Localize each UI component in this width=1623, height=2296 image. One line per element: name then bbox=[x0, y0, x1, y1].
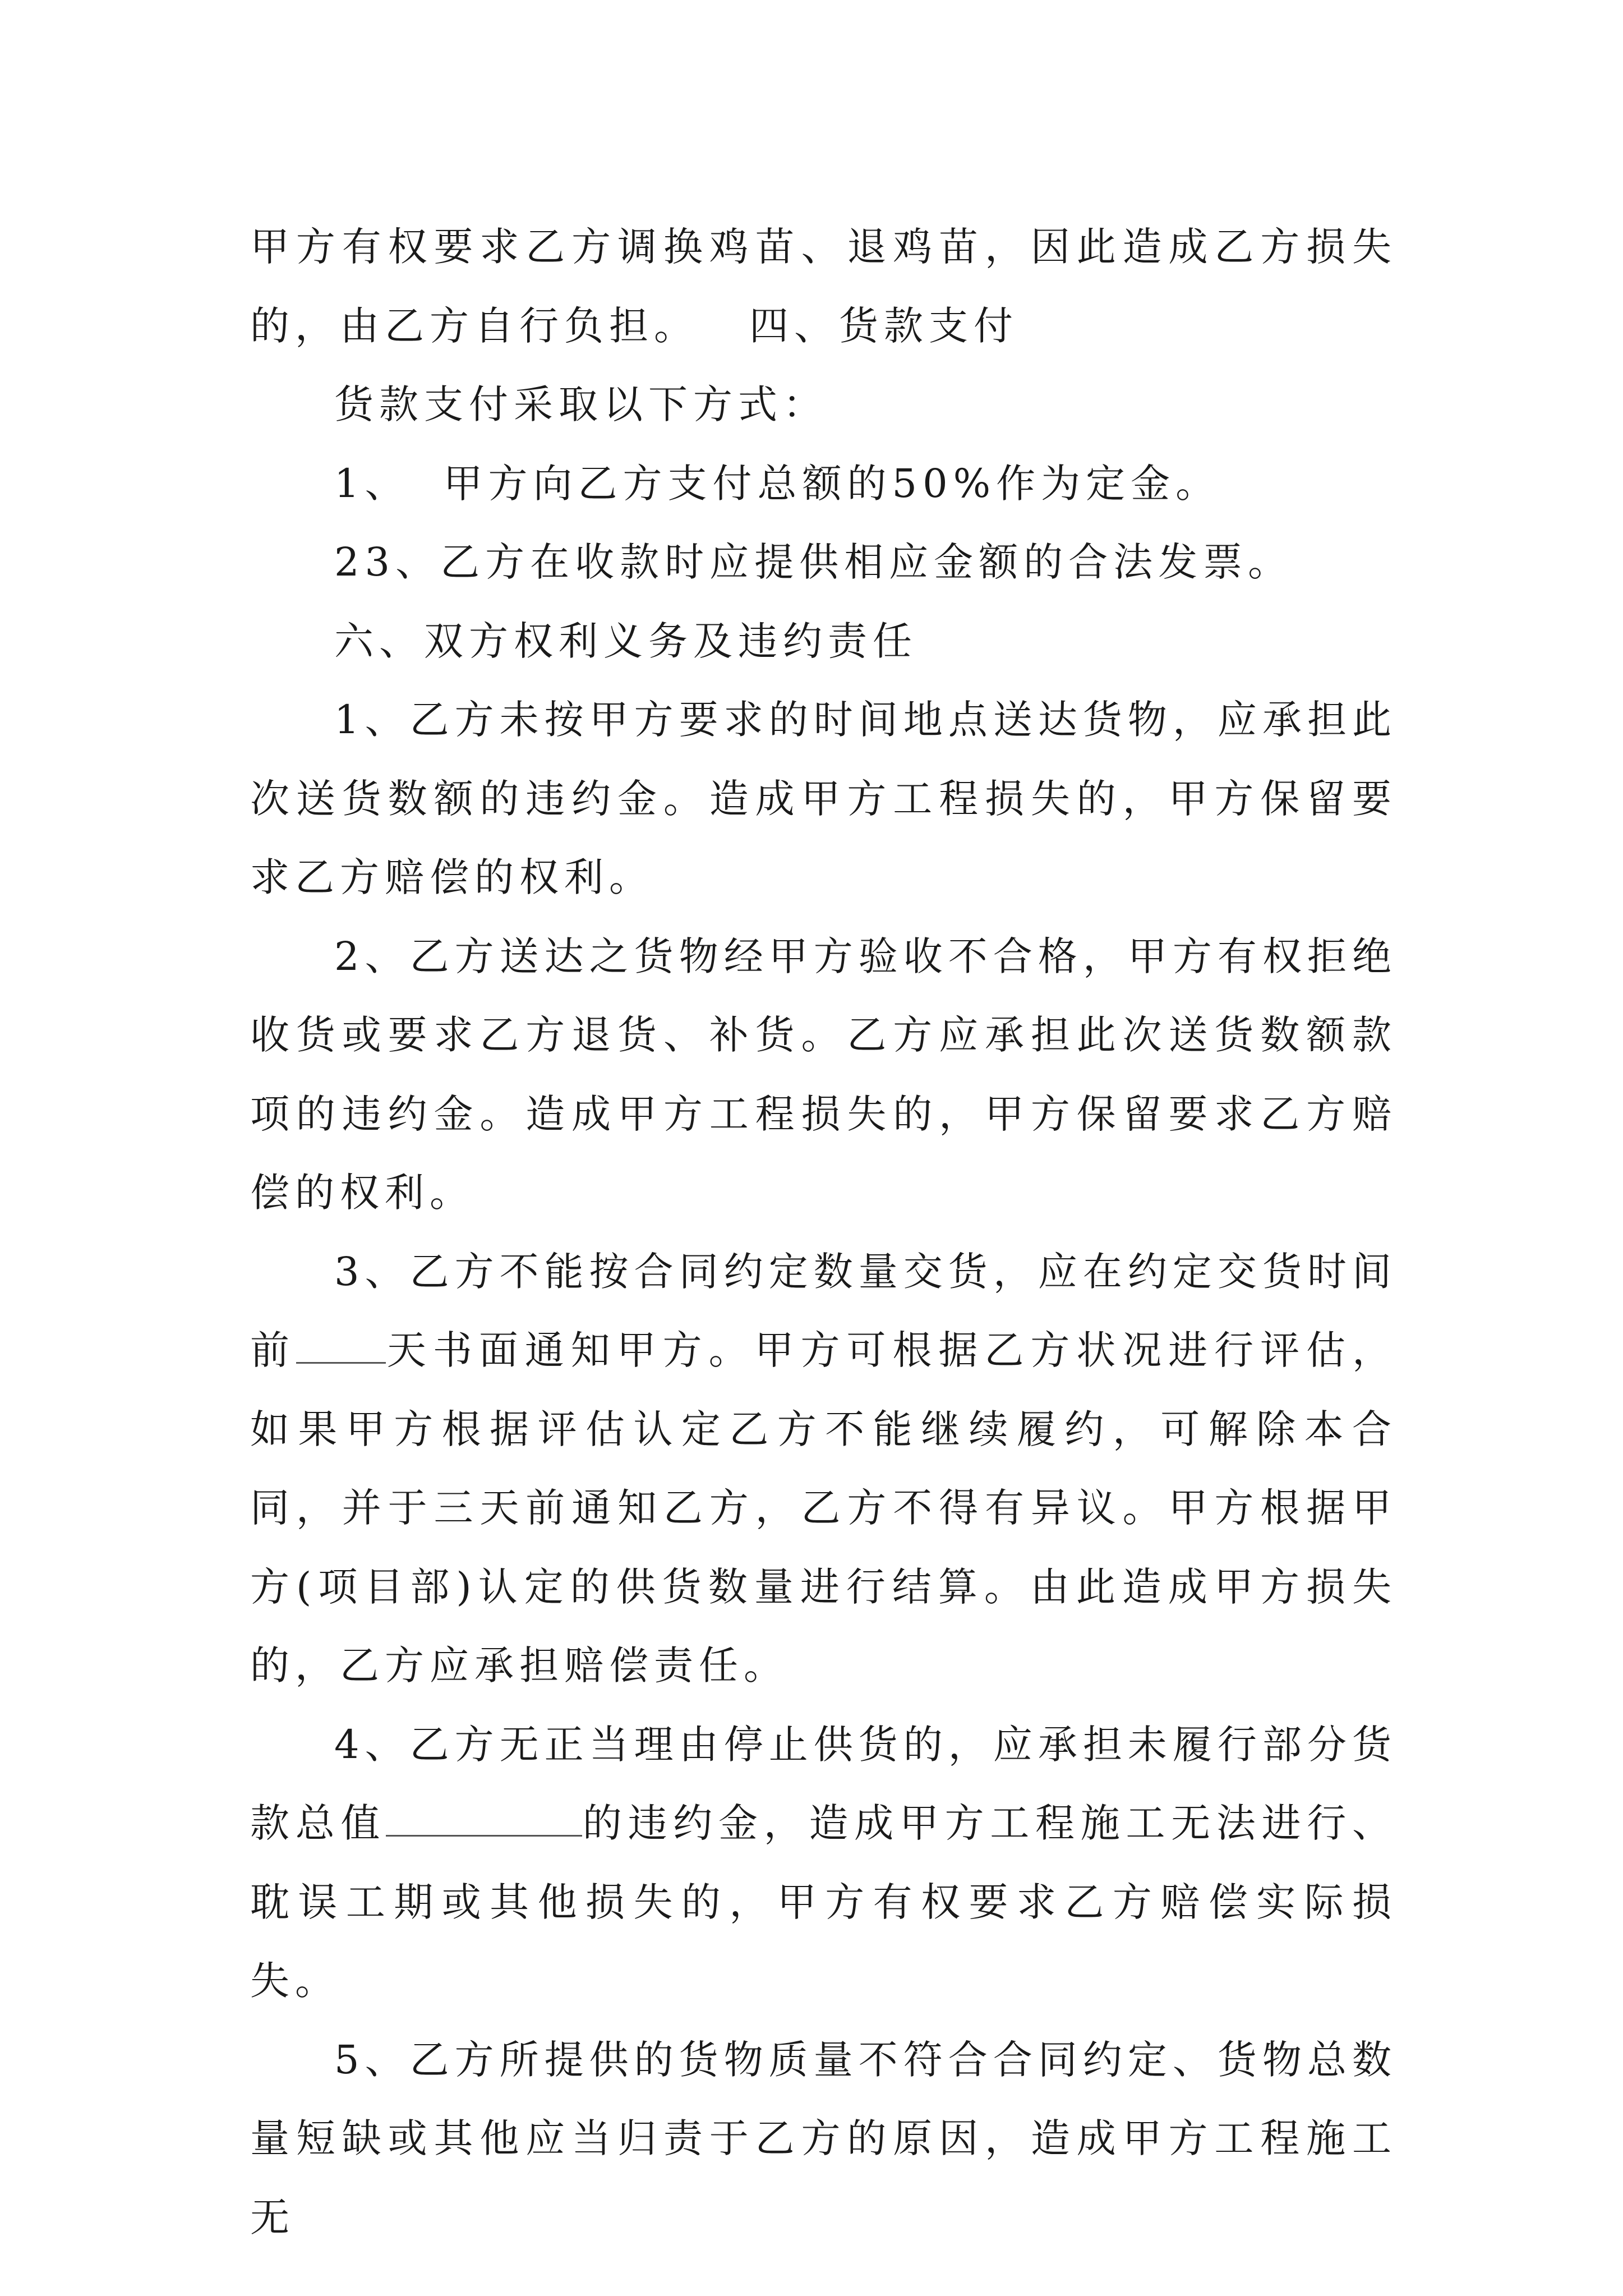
contract-body bbox=[250, 208, 1397, 2257]
paragraph-text: 甲方向乙方支付总额的50%作为定金。 bbox=[443, 460, 1221, 507]
paragraph-payment-method: 货款支付采取以下方式： bbox=[334, 381, 828, 427]
item-number: 1、 bbox=[334, 460, 410, 507]
paragraph-clause-3 bbox=[250, 1232, 1397, 1705]
clause-text-before-blank: 3、乙方不能按合同约定数量交货，应在约定交货时间前 bbox=[250, 1248, 1397, 1373]
paragraph-exchange-chicks bbox=[250, 208, 1397, 365]
section-heading-payment: 四、货款支付 bbox=[749, 302, 1018, 349]
fill-in-blank-days bbox=[296, 1361, 386, 1364]
paragraph-clause-4 bbox=[250, 1705, 1397, 2021]
paragraph-deposit bbox=[250, 444, 1397, 523]
paragraph-clause-1: 1、乙方未按甲方要求的时间地点送达货物，应承担此次送货数额的违约金。造成甲方工程损失的，甲方保留要求乙方赔偿的权利。 bbox=[250, 697, 1397, 900]
paragraph-text: 甲方有权要求乙方调换鸡苗、退鸡苗，因此造成乙方损失的，由乙方自行负担。 bbox=[250, 224, 1397, 349]
paragraph-clause-5: 5、乙方所提供的货物质量不符合合同约定、货物总数量短缺或其他应当归责于乙方的原因，造成甲方工程施工无 bbox=[250, 2036, 1397, 2240]
clause-text-after-blank: 的违约金，造成甲方工程施工无法进行、耽误工期或其他损失的，甲方有权要求乙方赔偿实际损失。 bbox=[250, 1800, 1398, 2004]
paragraph-clause-2: 2、乙方送达之货物经甲方验收不合格，甲方有权拒绝收货或要求乙方退货、补货。乙方应承担此次送货数额款项的违约金。造成甲方工程损失的，甲方保留要求乙方赔偿的权利。 bbox=[250, 933, 1397, 1216]
fill-in-blank-amount bbox=[386, 1834, 582, 1837]
clause-text-before-blank: 4、乙方无正当理由停止供货的，应承担未履行部分货款总值 bbox=[250, 1721, 1397, 1846]
paragraph-invoice: 23、乙方在收款时应提供相应金额的合法发票。 bbox=[334, 539, 1293, 585]
section-heading-obligations: 六、双方权利义务及违约责任 bbox=[334, 618, 917, 664]
clause-text-after-blank: 天书面通知甲方。甲方可根据乙方状况进行评估，如果甲方根据评估认定乙方不能继续履约，可解除本合同，并于三天前通知乙方，乙方不得有异议。甲方根据甲方(项目部)认定的供货数量进行结算。由此造成甲方损失的，乙方应承担赔偿责任。 bbox=[250, 1327, 1398, 1688]
